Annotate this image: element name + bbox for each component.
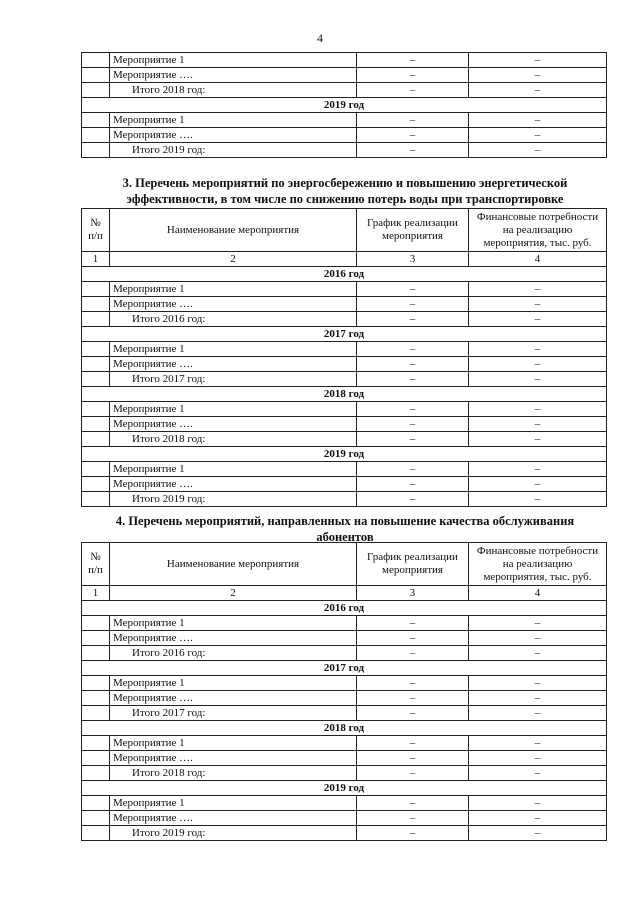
event-name: Мероприятие …. xyxy=(110,68,357,83)
schedule-cell: – xyxy=(357,826,469,841)
event-name: Мероприятие 1 xyxy=(110,402,357,417)
table-row xyxy=(82,691,607,706)
event-name: Мероприятие 1 xyxy=(110,616,357,631)
row-number-cell xyxy=(82,282,110,297)
row-number-cell xyxy=(82,113,110,128)
event-name: Мероприятие …. xyxy=(110,357,357,372)
row-number-cell xyxy=(82,357,110,372)
row-number-cell xyxy=(82,706,110,721)
schedule-cell: – xyxy=(357,83,469,98)
year-row xyxy=(82,781,607,796)
year-row xyxy=(82,387,607,402)
schedule-cell: – xyxy=(357,357,469,372)
row-number-cell xyxy=(82,492,110,507)
schedule-cell: – xyxy=(357,68,469,83)
finance-cell: – xyxy=(469,706,607,721)
row-number-cell xyxy=(82,402,110,417)
year-row xyxy=(82,267,607,282)
year-label: 2016 год xyxy=(82,267,607,282)
event-name: Мероприятие 1 xyxy=(110,113,357,128)
total-label: Итого 2018 год: xyxy=(110,766,357,781)
schedule-cell: – xyxy=(357,706,469,721)
row-number-cell xyxy=(82,312,110,327)
row-number-cell xyxy=(82,631,110,646)
section-4-title: 4. Перечень мероприятий, направленных на повышение качества обслуживания абонентов xyxy=(115,514,575,544)
total-label: Итого 2016 год: xyxy=(110,312,357,327)
schedule-cell: – xyxy=(357,282,469,297)
row-number-cell xyxy=(82,68,110,83)
table-row xyxy=(82,417,607,432)
finance-cell: – xyxy=(469,766,607,781)
row-number-cell xyxy=(82,736,110,751)
finance-cell: – xyxy=(469,477,607,492)
header-schedule: График реализации мероприятия xyxy=(357,543,469,586)
total-label: Итого 2016 год: xyxy=(110,646,357,661)
schedule-cell: – xyxy=(357,432,469,447)
table-row xyxy=(82,676,607,691)
event-name: Мероприятие 1 xyxy=(110,676,357,691)
finance-cell: – xyxy=(469,282,607,297)
schedule-cell: – xyxy=(357,417,469,432)
table-row xyxy=(82,357,607,372)
row-number-cell xyxy=(82,432,110,447)
total-row xyxy=(82,646,607,661)
table-row xyxy=(82,477,607,492)
header-num: № п/п xyxy=(82,209,110,252)
table-row xyxy=(82,402,607,417)
total-label: Итого 2017 год: xyxy=(110,706,357,721)
section-4-table xyxy=(81,542,607,841)
table-row xyxy=(82,68,607,83)
column-number: 1 xyxy=(82,252,110,267)
schedule-cell: – xyxy=(357,53,469,68)
column-number: 3 xyxy=(357,252,469,267)
column-numbers-row xyxy=(82,586,607,601)
header-row xyxy=(82,209,607,252)
finance-cell: – xyxy=(469,676,607,691)
finance-cell: – xyxy=(469,736,607,751)
table-row xyxy=(82,113,607,128)
schedule-cell: – xyxy=(357,128,469,143)
total-row xyxy=(82,83,607,98)
year-row xyxy=(82,661,607,676)
schedule-cell: – xyxy=(357,372,469,387)
header-num: № п/п xyxy=(82,543,110,586)
year-row xyxy=(82,601,607,616)
finance-cell: – xyxy=(469,53,607,68)
header-row xyxy=(82,543,607,586)
header-name: Наименование мероприятия xyxy=(110,543,357,586)
total-label: Итого 2017 год: xyxy=(110,372,357,387)
finance-cell: – xyxy=(469,796,607,811)
total-label: Итого 2018 год: xyxy=(110,83,357,98)
finance-cell: – xyxy=(469,616,607,631)
finance-cell: – xyxy=(469,297,607,312)
event-name: Мероприятие 1 xyxy=(110,342,357,357)
finance-cell: – xyxy=(469,631,607,646)
table-row xyxy=(82,462,607,477)
column-number: 2 xyxy=(110,586,357,601)
event-name: Мероприятие …. xyxy=(110,751,357,766)
event-name: Мероприятие 1 xyxy=(110,796,357,811)
column-number: 4 xyxy=(469,586,607,601)
year-row xyxy=(82,721,607,736)
schedule-cell: – xyxy=(357,766,469,781)
schedule-cell: – xyxy=(357,113,469,128)
event-name: Мероприятие 1 xyxy=(110,736,357,751)
row-number-cell xyxy=(82,143,110,158)
total-label: Итого 2019 год: xyxy=(110,492,357,507)
table-row xyxy=(82,631,607,646)
finance-cell: – xyxy=(469,826,607,841)
header-finance: Финансовые потребности на реализацию мероприятия, тыс. руб. xyxy=(469,543,607,586)
row-number-cell xyxy=(82,766,110,781)
row-number-cell xyxy=(82,128,110,143)
event-name: Мероприятие 1 xyxy=(110,282,357,297)
table-row xyxy=(82,811,607,826)
column-number: 1 xyxy=(82,586,110,601)
row-number-cell xyxy=(82,751,110,766)
schedule-cell: – xyxy=(357,492,469,507)
year-label: 2017 год xyxy=(82,327,607,342)
finance-cell: – xyxy=(469,417,607,432)
row-number-cell xyxy=(82,297,110,312)
row-number-cell xyxy=(82,691,110,706)
header-finance: Финансовые потребности на реализацию мероприятия, тыс. руб. xyxy=(469,209,607,252)
total-row xyxy=(82,826,607,841)
schedule-cell: – xyxy=(357,811,469,826)
table-row xyxy=(82,342,607,357)
event-name: Мероприятие …. xyxy=(110,128,357,143)
finance-cell: – xyxy=(469,811,607,826)
row-number-cell xyxy=(82,826,110,841)
schedule-cell: – xyxy=(357,477,469,492)
event-name: Мероприятие …. xyxy=(110,631,357,646)
schedule-cell: – xyxy=(357,616,469,631)
schedule-cell: – xyxy=(357,631,469,646)
finance-cell: – xyxy=(469,143,607,158)
row-number-cell xyxy=(82,417,110,432)
year-label: 2017 год xyxy=(82,661,607,676)
row-number-cell xyxy=(82,811,110,826)
top-table-continuation xyxy=(81,52,607,158)
column-numbers-row xyxy=(82,252,607,267)
row-number-cell xyxy=(82,83,110,98)
table-row xyxy=(82,128,607,143)
year-label: 2019 год xyxy=(82,98,607,113)
total-row xyxy=(82,706,607,721)
schedule-cell: – xyxy=(357,143,469,158)
event-name: Мероприятие 1 xyxy=(110,462,357,477)
finance-cell: – xyxy=(469,342,607,357)
header-name: Наименование мероприятия xyxy=(110,209,357,252)
total-label: Итого 2019 год: xyxy=(110,826,357,841)
schedule-cell: – xyxy=(357,462,469,477)
schedule-cell: – xyxy=(357,646,469,661)
event-name: Мероприятие …. xyxy=(110,811,357,826)
finance-cell: – xyxy=(469,113,607,128)
schedule-cell: – xyxy=(357,676,469,691)
schedule-cell: – xyxy=(357,751,469,766)
year-row xyxy=(82,447,607,462)
finance-cell: – xyxy=(469,462,607,477)
finance-cell: – xyxy=(469,751,607,766)
total-row xyxy=(82,492,607,507)
row-number-cell xyxy=(82,372,110,387)
row-number-cell xyxy=(82,462,110,477)
finance-cell: – xyxy=(469,402,607,417)
schedule-cell: – xyxy=(357,297,469,312)
year-label: 2019 год xyxy=(82,781,607,796)
year-row xyxy=(82,98,607,113)
year-label: 2019 год xyxy=(82,447,607,462)
total-label: Итого 2019 год: xyxy=(110,143,357,158)
finance-cell: – xyxy=(469,128,607,143)
table-row xyxy=(82,751,607,766)
year-label: 2018 год xyxy=(82,721,607,736)
finance-cell: – xyxy=(469,312,607,327)
row-number-cell xyxy=(82,477,110,492)
row-number-cell xyxy=(82,676,110,691)
finance-cell: – xyxy=(469,492,607,507)
event-name: Мероприятие …. xyxy=(110,691,357,706)
event-name: Мероприятие …. xyxy=(110,297,357,312)
row-number-cell xyxy=(82,646,110,661)
schedule-cell: – xyxy=(357,342,469,357)
schedule-cell: – xyxy=(357,736,469,751)
table-row xyxy=(82,616,607,631)
total-row xyxy=(82,432,607,447)
table-row xyxy=(82,297,607,312)
total-label: Итого 2018 год: xyxy=(110,432,357,447)
event-name: Мероприятие 1 xyxy=(110,53,357,68)
column-number: 3 xyxy=(357,586,469,601)
event-name: Мероприятие …. xyxy=(110,477,357,492)
finance-cell: – xyxy=(469,357,607,372)
table-row xyxy=(82,736,607,751)
finance-cell: – xyxy=(469,646,607,661)
column-number: 2 xyxy=(110,252,357,267)
year-label: 2018 год xyxy=(82,387,607,402)
section-3-table xyxy=(81,208,607,507)
finance-cell: – xyxy=(469,691,607,706)
total-row xyxy=(82,312,607,327)
schedule-cell: – xyxy=(357,402,469,417)
row-number-cell xyxy=(82,53,110,68)
schedule-cell: – xyxy=(357,312,469,327)
total-row xyxy=(82,766,607,781)
schedule-cell: – xyxy=(357,796,469,811)
column-number: 4 xyxy=(469,252,607,267)
row-number-cell xyxy=(82,616,110,631)
header-schedule: График реализации мероприятия xyxy=(357,209,469,252)
total-row xyxy=(82,143,607,158)
finance-cell: – xyxy=(469,83,607,98)
table-row xyxy=(82,282,607,297)
year-row xyxy=(82,327,607,342)
total-row xyxy=(82,372,607,387)
finance-cell: – xyxy=(469,432,607,447)
page-number: 4 xyxy=(317,31,323,45)
section-3-title: 3. Перечень мероприятий по энергосбережению и повышению энергетической эффективности, в том числе по снижению потерь воды при транспортировке xyxy=(122,176,568,206)
schedule-cell: – xyxy=(357,691,469,706)
table-row xyxy=(82,796,607,811)
row-number-cell xyxy=(82,796,110,811)
finance-cell: – xyxy=(469,68,607,83)
event-name: Мероприятие …. xyxy=(110,417,357,432)
year-label: 2016 год xyxy=(82,601,607,616)
table-row xyxy=(82,53,607,68)
finance-cell: – xyxy=(469,372,607,387)
row-number-cell xyxy=(82,342,110,357)
